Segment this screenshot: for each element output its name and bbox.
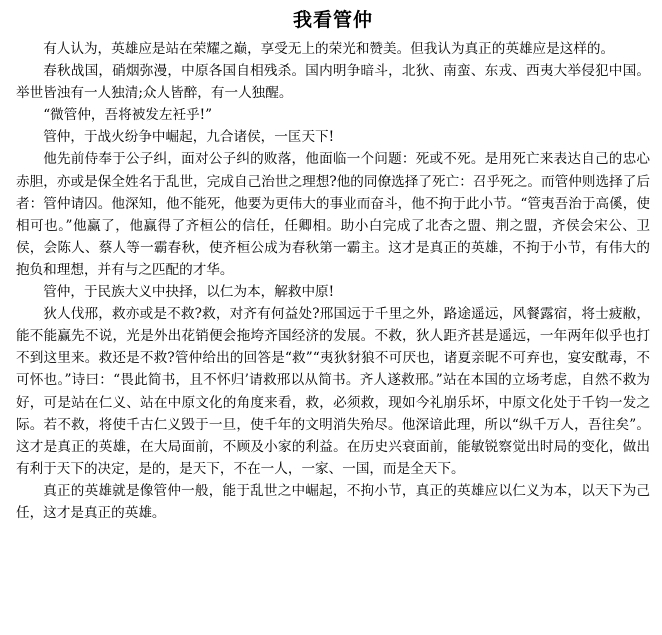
paragraph-argument-1: 他先前侍奉于公子纠，面对公子纠的败落，他面临一个问题：死或不死。是用死亡来表达自己的忠心赤胆，亦或是保全姓名于乱世，完成自己治世之理想?他的同僚选择了死亡：召乎死之。而管仲则选择了后者：管仲请囚。他深知，他不能死，他要为更伟大的事业而奋斗，他不拘于此小节。“管夷吾治于高傒，使相可也。”他赢了，他赢得了齐桓公的信任，任卿相。助小白完成了北杏之盟、荆之盟，齐侯会宋公、卫侯，会陈人、蔡人等一霸春秋，使齐桓公成为春秋第一霸主。这才是真正的英雄，不拘于小节，有伟大的抱负和理想，并有与之匹配的才华。 bbox=[16, 151, 650, 278]
paragraph-intro: 有人认为，英雄应是站在荣耀之巅，享受无上的荣光和赞美。但我认为真正的英雄应是这样的。 bbox=[43, 41, 615, 57]
paragraph-thesis-1: 管仲，于战火纷争中崛起，九合诸侯，一匡天下! bbox=[43, 129, 335, 146]
paragraph-background: 春秋战国，硝烟弥漫，中原各国自相残杀。国内明争暗斗，北狄、南蛮、东戎、西夷大举侵犯中国。举世皆浊有一人独清;众人皆醉，有一人独醒。 bbox=[16, 63, 650, 102]
document-title: 我看管仲 bbox=[292, 9, 373, 31]
document-body bbox=[16, 38, 650, 524]
paragraph-conclusion: 真正的英雄就是像管仲一般，能于乱世之中崛起，不拘小节，真正的英雄应以仁义为本，以天下为己任，这才是真正的英雄。 bbox=[16, 482, 650, 521]
paragraph-quote: “微管仲，吾将被发左衽乎!” bbox=[43, 107, 213, 124]
paragraph-thesis-2: 管仲，于民族大义中抉择，以仁为本，解救中原! bbox=[43, 284, 335, 301]
paragraph-argument-2: 狄人伐邢，救亦或是不救?救，对齐有何益处?邢国远于千里之外，路途遥远，风餐露宿，将士疲敝，能不能赢先不说，光是外出花销便会拖垮齐国经济的发展。不救，狄人距齐甚是遥远，一年两年似乎也打不到这里来。救还是不救?管仲给出的回答是“救”“夷狄豺狼不可厌也，诸夏亲昵不可弃也，宴安酖毒，不可怀也。”诗曰：“畏此简书，且不怀归’请救邢以从简书。齐人遂救邢。”站在本国的立场考虑，自然不救为好，可是站在仁义、站在中原文化的角度来看，救，必须救，现如今礼崩乐坏，中原文化处于千钧一发之际。若不救，将使千古仁义毁于一旦，使千年的文明消失殆尽。他深谙此理，所以“纵千万人，吾往矣”。这才是真正的英雄，在大局面前，不顾及小家的利益。在历史兴衰面前，能敏锐察觉出时局的变化，做出有利于天下的决定，是的，是天下，不在一人，一家、一国，而是全天下。 bbox=[16, 306, 650, 477]
